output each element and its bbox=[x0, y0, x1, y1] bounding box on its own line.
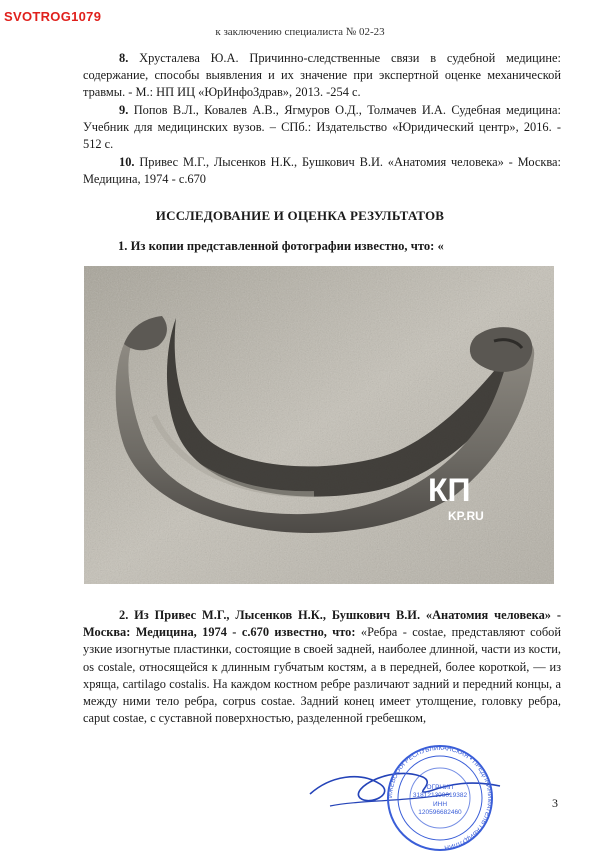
item-2-body: «Ребра - costae, представляют собой узкие изогнутые пластинки, состоящие в своей задней, наиболее длинной, части из кости, os costale, относящейся к длинным губчатым костям, а в передней, более короткой, — из хряща, cartilago costalis. На каждом костном ребре различают задний и передний концы, а между ними тело ребра, corpus costae. Задний конец имеет утолщение, головку ребра, caput costae, с суставной поверхностью, разделенной гребешком, bbox=[83, 625, 561, 726]
reference-number: 8. bbox=[119, 51, 129, 65]
reference-text: Привес М.Г., Лысенков Н.К., Бушкович В.И. «Анатомия человека» - Москва: Медицина, 1974 - с.670 bbox=[83, 155, 561, 186]
item-2-source: 2. Из Привес М.Г., Лысенков Н.К., Бушкович В.И. «Анатомия человека» - Москва: Медицина, 1974 - с.670 известно, что: bbox=[83, 608, 561, 640]
reference-item bbox=[83, 154, 561, 188]
kp-logo: КП bbox=[428, 472, 471, 508]
bone-photo-drawing bbox=[84, 266, 554, 584]
stamp-inn: 120596682460 bbox=[418, 809, 462, 816]
reference-item bbox=[83, 102, 561, 153]
watermark: SVOTROG1079 bbox=[4, 9, 102, 24]
reference-item bbox=[83, 50, 561, 101]
kp-logo-sub: KP.RU bbox=[448, 509, 484, 523]
reference-number: 10. bbox=[119, 155, 135, 169]
reference-number: 9. bbox=[119, 103, 129, 117]
item-2-paragraph bbox=[83, 607, 561, 727]
reference-text: Попов В.Л., Ковалев А.В., Ягмуров О.Д., Толмачев И.А. Судебная медицина: Учебник для медицинских вузов. – СПб.: Издательство «Юридический центр», 2016. - 512 с. bbox=[83, 103, 561, 151]
stamp-ogrnip-label: ОГРНИП bbox=[426, 784, 454, 791]
stamp-ring-text: ИЖЕВСКАЯ РЕСПУБЛИКАНСКАЯ • ПРЕДПРИНИМАТЕЛЬ ГАБИДУЛЛИН bbox=[386, 744, 494, 851]
reference-list bbox=[83, 50, 561, 189]
section-title: ИССЛЕДОВАНИЕ И ОЦЕНКА РЕЗУЛЬТАТОВ bbox=[155, 208, 445, 223]
stamp-ogrnip: 318121300019382 bbox=[412, 792, 468, 799]
header-note: к заключению специалиста № 02-23 bbox=[215, 26, 385, 38]
item-1-heading: 1. Из копии представленной фотографии известно, что: « bbox=[118, 239, 444, 253]
stamp-and-signature bbox=[300, 736, 540, 861]
stamp-inn-label: ИНН bbox=[432, 801, 448, 808]
item-2-text bbox=[83, 607, 561, 727]
page-number: 3 bbox=[552, 796, 558, 810]
bone-photo bbox=[84, 266, 554, 584]
reference-text: Хрусталева Ю.А. Причинно-следственные связи в судебной медицине: содержание, способы выявления и их значение при экспертной оценке механической травмы. - М.: НП ИЦ «ЮрИнфоЗдрав», 2013. -254 с. bbox=[83, 51, 561, 99]
